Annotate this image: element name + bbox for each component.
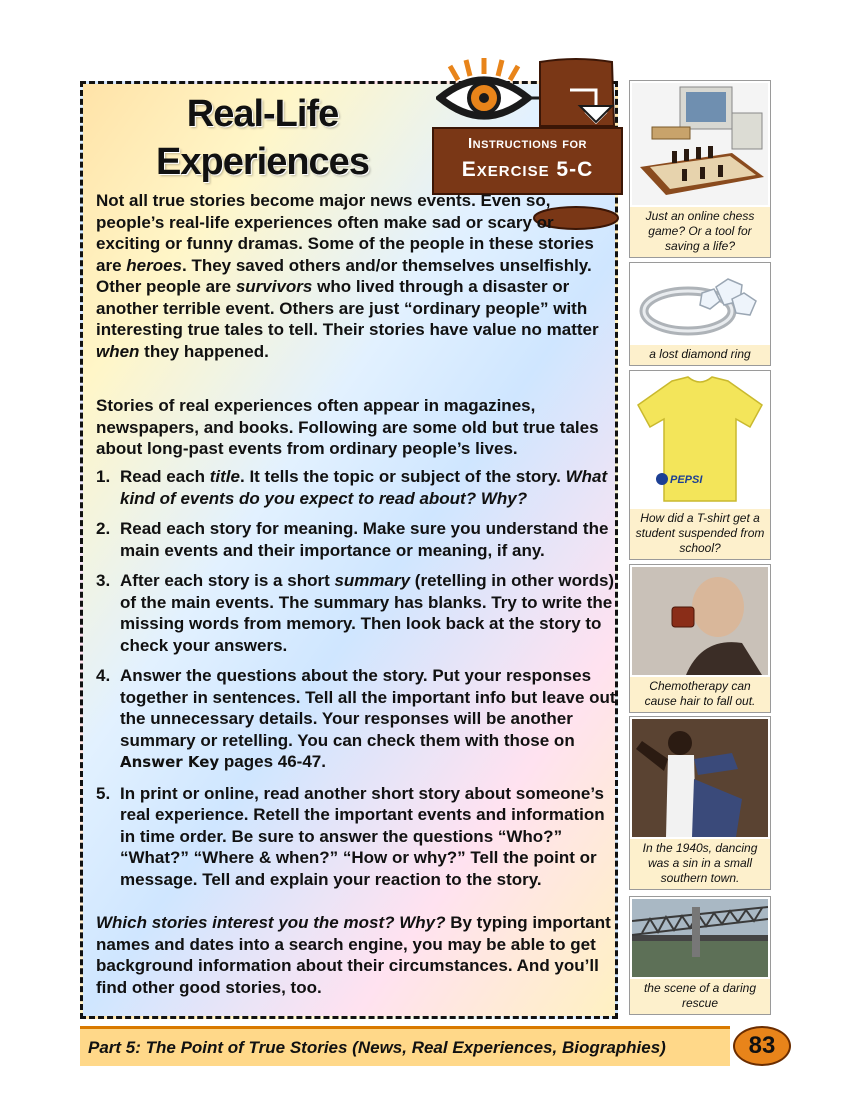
step-1-text-a: Read each [120, 467, 210, 486]
intro-heroes: heroes [126, 255, 182, 275]
photo-caption: Chemotherapy can cause hair to fall out. [630, 677, 770, 712]
photo-tshirt [629, 370, 771, 560]
instructions-line-2: Exercise 5-C [461, 158, 594, 181]
photo-caption: Just an online chess game? Or a tool for saving a life? [630, 207, 770, 257]
intro-text-d: they happened. [139, 341, 269, 361]
instructions-sign [432, 127, 623, 195]
footer-text: Part 5: The Point of True Stories (News, Real Experiences, Biographies) [88, 1038, 666, 1057]
photo-caption: In the 1940s, dancing was a sin in a small southern town. [630, 839, 770, 889]
list-item [96, 518, 616, 561]
photo-ring [629, 262, 771, 366]
step-1-title-word: title [209, 467, 240, 486]
bridge-icon [632, 899, 768, 977]
photo-chemotherapy [629, 564, 771, 713]
intro-when: when [96, 341, 140, 361]
step-3-text-a: After each story is a short [120, 571, 335, 590]
bald-person-icon [632, 567, 768, 675]
intro2-paragraph: Stories of real experiences often appear in magazines, newspapers, and books. Following are some old but true tales about long-past events from ordinary people’s lives. [96, 396, 599, 458]
pepsi-logo: PEPSI [670, 474, 703, 486]
yellow-tshirt-icon [632, 373, 768, 507]
photo-caption: How did a T-shirt get a student suspended from school? [630, 509, 770, 559]
intro-text-b: . They saved others and/or themselves unselfishly. Other people are [96, 255, 592, 296]
step-2-text: Read each story for meaning. Make sure you understand the main events and their importance or meaning, if any. [120, 519, 609, 560]
footer-bar [80, 1026, 730, 1066]
list-item [96, 570, 616, 656]
title-line-1: Real-Life [186, 93, 339, 135]
title-line-2: Experiences [156, 141, 369, 183]
dancer-icon [632, 719, 768, 837]
step-1-question: What kind of events do you expect to read about? Why? [120, 467, 608, 508]
list-item [96, 783, 616, 891]
intro-paragraph-body [96, 190, 616, 362]
step-number: 1. [96, 467, 111, 486]
steps-list [96, 466, 616, 899]
photo-caption: a lost diamond ring [630, 345, 770, 365]
closing-text: By typing important names and dates into a search engine, you may be able to get background information about their circumstances. And you’ll find other good stories, too. [96, 913, 611, 997]
page-number: 83 [733, 1026, 791, 1066]
page-title [120, 90, 405, 186]
step-number: 2. [96, 519, 111, 538]
instructions-line-1: Instructions for [468, 135, 587, 152]
intro-text-a: Not all true stories become major news events. Even so, people’s real-life experiences often make sad or scary or exciting or funny dramas. Some of the people in these stories are [96, 191, 594, 275]
answer-key-label: Answer Key [120, 753, 220, 771]
intro-text-c: who lived through a disaster or another terrible event. Others are just “ordinary people” with interesting true tales to tell. Their stories have value no matter [96, 277, 599, 339]
step-4-text-b: pages 46-47. [219, 752, 326, 771]
photo-dancer [629, 716, 771, 890]
list-item [96, 665, 616, 774]
chess-computer-icon [632, 83, 768, 205]
step-3-text-b: (retelling in other words) of the main events. The summary has blanks. Try to write the missing words from memory. Then look back at the story to check your answers. [120, 571, 615, 655]
closing-question: Which stories interest you the most? Why? [96, 913, 446, 932]
step-3-summary-word: summary [334, 571, 411, 590]
step-number: 5. [96, 783, 111, 803]
diamond-ring-icon [632, 265, 768, 343]
photo-bridge [629, 896, 771, 1015]
step-4-text-a: Answer the questions about the story. Put your responses together in sentences. Tell all the important info but leave out the unnecessary details. Your responses will be another summary or retelling. You can check them with those on [120, 666, 616, 750]
step-number: 3. [96, 571, 111, 590]
photo-caption: the scene of a daring rescue [630, 979, 770, 1014]
closing-paragraph [96, 912, 616, 998]
step-1-text-b: . It tells the topic or subject of the story. [240, 467, 566, 486]
intro-survivors: survivors [235, 277, 313, 296]
photo-chess [629, 80, 771, 258]
step-5-text: In print or online, read another short story about someone’s real experience. Retell the important events and information in time order. Be sure to answer the questions “Who?” “What?” “Where & when?” “How or why?” Tell the point or message. Tell and explain your reaction to the story. [120, 783, 605, 889]
list-item [96, 466, 616, 509]
step-number: 4. [96, 666, 111, 685]
